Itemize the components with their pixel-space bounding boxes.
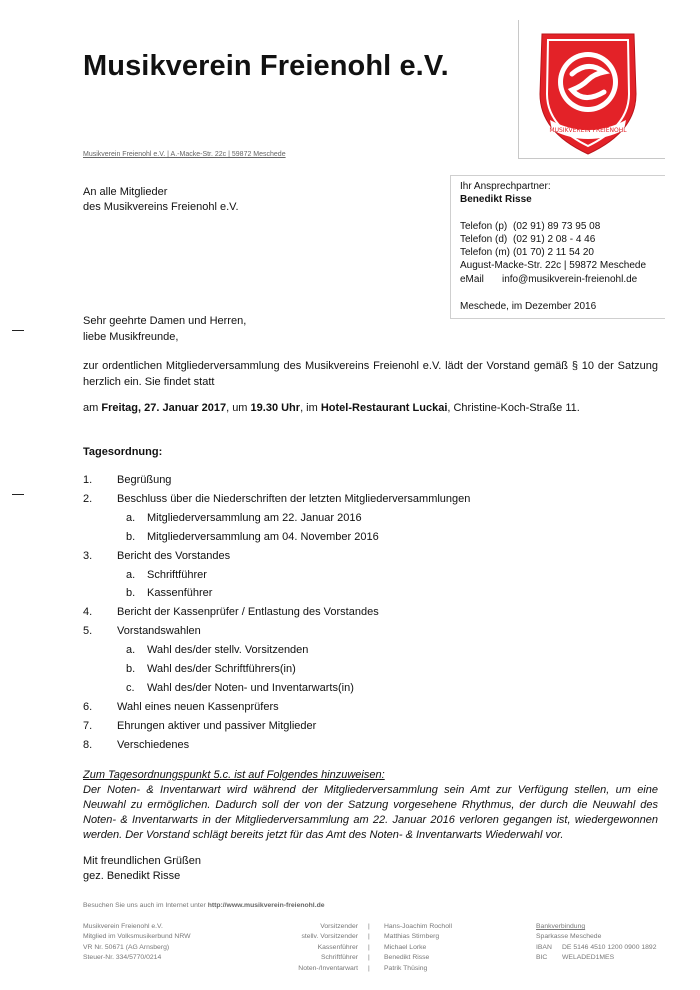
salutation: Sehr geehrte Damen und Herren, liebe Musikfreunde, [83,315,247,343]
agenda-number: 1. [83,474,93,486]
fold-mark [12,494,24,495]
recipient-line: des Musikvereins Freienohl e.V. [83,201,239,213]
agenda-text: Begrüßung [117,474,172,486]
agenda-text: Wahl des/der Noten- und Inventarwarts(in) [147,681,354,694]
agenda-text: Mitgliederversammlung am 22. Januar 2016 [147,511,362,524]
event-line: am Freitag, 27. Januar 2017, um 19.30 Uhr, im Hotel-Restaurant Luckai, Christine-Koch-Straße 11. [83,402,580,414]
contact-phone-mobile: Telefon (m) (01 70) 2 11 54 20 [460,247,594,259]
agenda-text: Schriftführer [147,568,207,581]
agenda-text: Bericht des Vorstandes [117,549,231,562]
footer-board-names: Hans-Joachim Rocholl Matthias Stirnberg Michael Lorke Benedikt Risse Patrik Thüsing [384,923,452,972]
website-link[interactable]: http://www.musikverein-freienohl.de [207,902,325,909]
logo-text: MUSIKVEREIN FREIENOHL [549,127,627,134]
agenda-number: 6. [83,700,93,713]
note-heading: Zum Tagesordnungspunkt 5.c. ist auf Folgendes hinzuweisen: [83,769,385,781]
contact-block [460,180,646,313]
footer-separators: | | | | | [368,923,370,972]
agenda-number: c. [126,681,135,694]
agenda-number: 4. [83,606,93,619]
agenda-number: b. [126,663,136,675]
event-time: 19.30 Uhr [250,402,301,414]
club-logo [528,24,648,158]
recipient-line: An alle Mitglieder [83,186,168,198]
email-link[interactable]: info@musikverein-freienohl.de [502,273,638,285]
invitation-text: zur ordentlichen Mitgliederversammlung des Musikvereins Freienohl e.V. lädt der Vorstand gemäß § 10 der Satzung herzlich ein. Sie findet statt [83,360,658,388]
agenda-number: b. [126,530,136,543]
agenda-number: a. [126,511,136,524]
footer-website: Besuchen Sie uns auch im Internet unter http://www.musikverein-freienohl.de [83,902,325,909]
fold-mark [12,330,24,331]
agenda-text: Bericht der Kassenprüfer / Entlastung des Vorstandes [117,606,379,619]
note-body: Der Noten- & Inventarwart wird während der Mitgliederversammlung sein Amt zur Verfügung stellen, um eine Neuwahl zu ermöglichen. Dadurch soll der von der Satzung vorgesehene Rhythmus, der durch die Neuwahl des Noten- & Inventarwarts in der Mitgliederversammlung am 22. Januar 2016 verloren gegangen ist, wiedergewonnen werden. Der Vorstand schlägt bereits jetzt für das Amt des Noten- & Inventarwarts Wiederwahl vor. [83,784,658,842]
agenda-text: Mitgliederversammlung am 04. November 2016 [147,530,379,543]
contact-phone-office: Telefon (d) (02 91) 2 08 - 4 46 [460,233,596,245]
agenda-number: 8. [83,738,93,751]
event-date: Freitag, 27. Januar 2017 [101,402,227,414]
agenda-number: a. [126,644,136,657]
letter-date: Meschede, im Dezember 2016 [460,301,597,313]
footer-bank: Bankverbindung Sparkasse Meschede IBAN DE 5146 4510 1200 0900 1892 BIC WELADED1MES [536,923,657,962]
agenda-note [83,768,658,843]
agenda-number: 3. [83,549,93,562]
agenda-number: 5. [83,625,93,638]
agenda-number: a. [126,568,136,581]
agenda-text: Kassenführer [147,587,213,600]
agenda-text: Wahl des/der stellv. Vorsitzenden [147,644,309,657]
footer-board-roles: Vorsitzender stellv. Vorsitzender Kassenführer Schriftführer Noten-/Inventarwart [298,923,358,972]
recipient-block [83,185,239,215]
contact-heading: Ihr Ansprechpartner: [460,181,551,192]
agenda-text: Verschiedenes [117,738,190,751]
agenda-text: Wahl eines neuen Kassenprüfers [117,700,279,713]
contact-name: Benedikt Risse [460,194,532,206]
closing: Mit freundlichen Grüßen gez. Benedikt Risse [83,855,201,882]
agenda-number: 7. [83,719,93,732]
event-venue: Hotel-Restaurant Luckai [320,402,448,414]
agenda-text: Ehrungen aktiver und passiver Mitglieder [117,719,317,732]
agenda-number: 2. [83,492,93,505]
agenda-heading: Tagesordnung: [83,446,163,458]
agenda-text: Beschluss über die Niederschriften der letzten Mitgliederversammlungen [117,492,471,505]
agenda-number: b. [126,587,136,600]
contact-email: eMail info@musikverein-freienohl.de [460,273,638,285]
sender-line: Musikverein Freienohl e.V. | A.-Macke-Str. 22c | 59872 Meschede [83,151,286,158]
page-title: Musikverein Freienohl e.V. [83,50,449,82]
agenda-text: Vorstandswahlen [117,625,201,638]
contact-phone-private: Telefon (p) (02 91) 89 73 95 08 [460,220,601,232]
agenda-text: Wahl des/der Schriftführers(in) [147,663,296,675]
contact-address: August-Macke-Str. 22c | 59872 Meschede [460,260,647,272]
footer-org: Musikverein Freienohl e.V. Mitglied im Volksmusikerbund NRW VR Nr. 50671 (AG Arnsberg) Steuer-Nr. 334/5770/0214 [83,923,191,962]
